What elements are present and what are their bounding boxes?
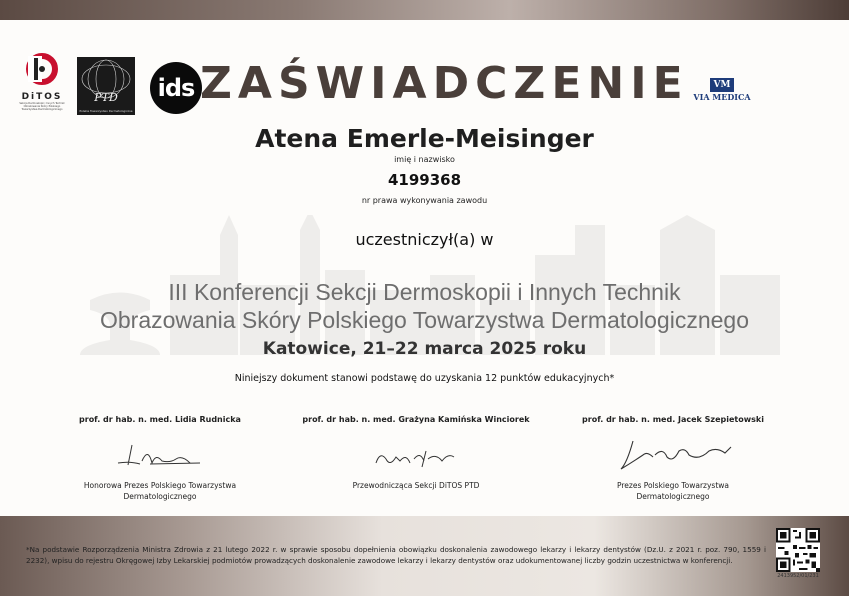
ditos-logo	[18, 52, 66, 118]
ptd-logo	[77, 57, 135, 115]
conference-title-line2: Obrazowania Skóry Polskiego Towarzystwa Dermatologicznego	[100, 307, 749, 333]
points-note: Niniejszy dokument stanowi podstawę do uzyskania 12 punktów edukacyjnych*	[234, 373, 615, 384]
participant-name: Atena Emerle-Meisinger	[255, 124, 594, 153]
conference-title-line1: III Konferencji Sekcji Dermoskopii i Innych Technik	[168, 279, 681, 305]
name-caption: imię i nazwisko	[394, 155, 455, 164]
signatory-role-line2: Dermatologicznego	[636, 492, 710, 501]
signatory-name: prof. dr hab. n. med. Grażyna Kamińska Winciorek	[302, 415, 530, 424]
signatory-2	[286, 415, 546, 505]
conference-location-date: Katowice, 21–22 marca 2025 roku	[262, 339, 587, 359]
signatory-role-line1: Prezes Polskiego Towarzystwa	[616, 481, 730, 490]
via-medica-logo	[690, 72, 754, 102]
ids-logo-name: ids	[157, 74, 195, 102]
signatory-name: prof. dr hab. n. med. Jacek Szepietowski	[582, 415, 764, 424]
ptd-logo-name: PTD	[94, 91, 118, 104]
verification-qr-code	[776, 528, 820, 572]
signature-3-icon	[613, 433, 743, 475]
legal-footnote: *Na podstawie Rozporządzenia Ministra Zdrowia z 21 lutego 2022 r. w sprawie sposobu dopełnienia obowiązku doskonalenia zawodowego lekarzy i lekarzy dentystów (Dz.U. z 2021 r. poz. 790, 1559 i 2232), wpisu do rejestru Okręgowej Izby Lekarskiej podmiotów prowadzących doskonalenie zawodowe lekarzy i lekarzy dentystów oraz udokumentowanej liczby godzin uczestnictwa w konferencji.	[26, 545, 766, 565]
ditos-logo-subtitle: Sekcja Dermoskopii i Innych Technik Obrazowania Skóry Polskiego Towarzystwa Dermatologicznego	[19, 102, 65, 111]
signatory-name: prof. dr hab. n. med. Lidia Rudnicka	[79, 415, 241, 424]
conference-title	[0, 278, 849, 334]
signatory-role-line2: Dermatologicznego	[123, 492, 197, 501]
signatory-role	[30, 480, 290, 502]
via-medica-mark-icon	[710, 78, 735, 92]
signatory-3	[543, 415, 803, 505]
signatory-role	[286, 480, 546, 491]
ditos-logo-name: DiTOS	[21, 92, 63, 102]
signatory-role-line1: Honorowa Prezes Polskiego Towarzystwa	[83, 481, 237, 490]
ids-logo	[150, 62, 202, 114]
ptd-logo-subtitle: Polskie Towarzystwo Dermatologiczne	[79, 109, 133, 113]
ditos-emblem-icon	[18, 52, 66, 90]
license-caption: nr prawa wykonywania zawodu	[361, 196, 488, 205]
ptd-emblem-icon	[77, 57, 135, 105]
top-decorative-band	[0, 0, 849, 20]
license-number: 4199368	[387, 171, 462, 189]
via-medica-mark-text: VM	[713, 80, 731, 90]
signature-2-icon	[366, 433, 466, 475]
signatory-role	[543, 480, 803, 502]
signatory-role-line1: Przewodnicząca Sekcji DiTOS PTD	[352, 481, 480, 490]
qr-code-label: 2413952/01/231	[777, 573, 819, 579]
qr-code-icon	[776, 528, 820, 572]
signatory-1	[30, 415, 290, 505]
via-medica-name: VIA MEDICA	[693, 92, 751, 102]
signature-1-icon	[110, 433, 210, 475]
participation-statement: uczestniczył(a) w	[355, 230, 494, 249]
certificate-title: ZAŚWIADCZENIE	[200, 58, 689, 109]
